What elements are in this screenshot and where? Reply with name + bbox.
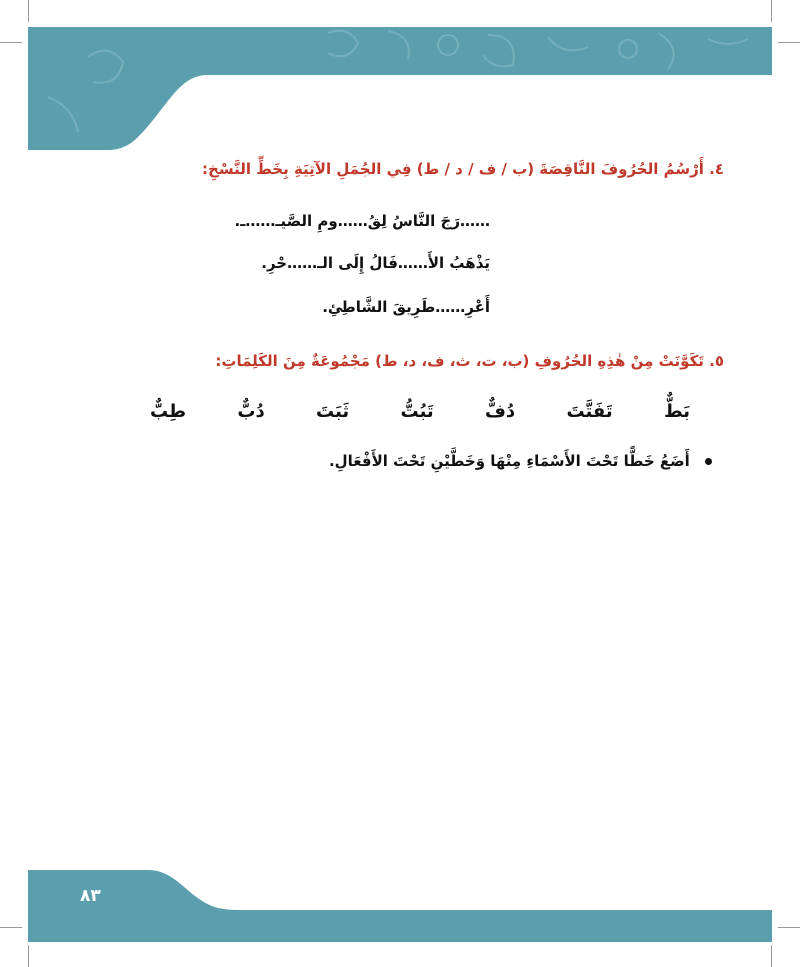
crop-mark <box>771 0 772 22</box>
word-item: ثَبَتَ <box>316 400 350 422</box>
crop-mark <box>0 42 22 43</box>
crop-mark <box>771 945 772 967</box>
crop-mark <box>778 42 800 43</box>
footer-band <box>28 870 772 942</box>
word-item: تَفَتَّتَ <box>566 400 613 422</box>
instruction-line <box>329 452 712 470</box>
word-item: تَبُتُّ <box>400 400 434 422</box>
exercise-4-sentence-3: أَعْرِ……طَرِيقَ الشَّاطِئِ. <box>322 298 490 316</box>
word-item: دُفٌّ <box>485 400 516 422</box>
crop-mark <box>778 927 800 928</box>
crop-mark <box>28 0 29 22</box>
word-item: بَطٌّ <box>663 400 690 422</box>
crop-mark <box>28 945 29 967</box>
word-list <box>150 396 690 426</box>
exercise-5-title: ٥. تَكَوَّنَتْ مِنْ هٰذِهِ الحُرُوفِ (ب، ت، ث، ف، د، ط) مَجْمُوعَةٌ مِنَ الكَلِمَاتِ: <box>215 352 724 370</box>
exercise-4-sentence-1: ……رَجَ النَّاسُ لِقُ……ومِ الصَّيـ……ـ. <box>234 212 490 230</box>
crop-mark <box>0 927 22 928</box>
bullet-icon <box>705 458 712 465</box>
page-number: ٨٣ <box>80 886 101 906</box>
instruction-text: أَضَعُ خَطًّا تَحْتَ الأَسْمَاءِ مِنْهَا وَخَطَّيْنِ تَحْتَ الأَفْعَالِ. <box>328 452 690 470</box>
word-item: طِبٌّ <box>150 400 187 422</box>
exercise-4-title: ٤. أَرْسُمُ الحُرُوفَ النَّاقِصَةَ (ب / ف / د / ط) فِي الجُمَلِ الآتِيَةِ بِخَطِّ النَّسْخِ: <box>202 160 724 178</box>
word-item: دُبٌّ <box>237 400 265 422</box>
exercise-4-sentence-2: يَذْهَبُ الأَ……فَالُ إِلَى الـ……حْرِ. <box>261 254 490 272</box>
header-band <box>28 27 772 150</box>
